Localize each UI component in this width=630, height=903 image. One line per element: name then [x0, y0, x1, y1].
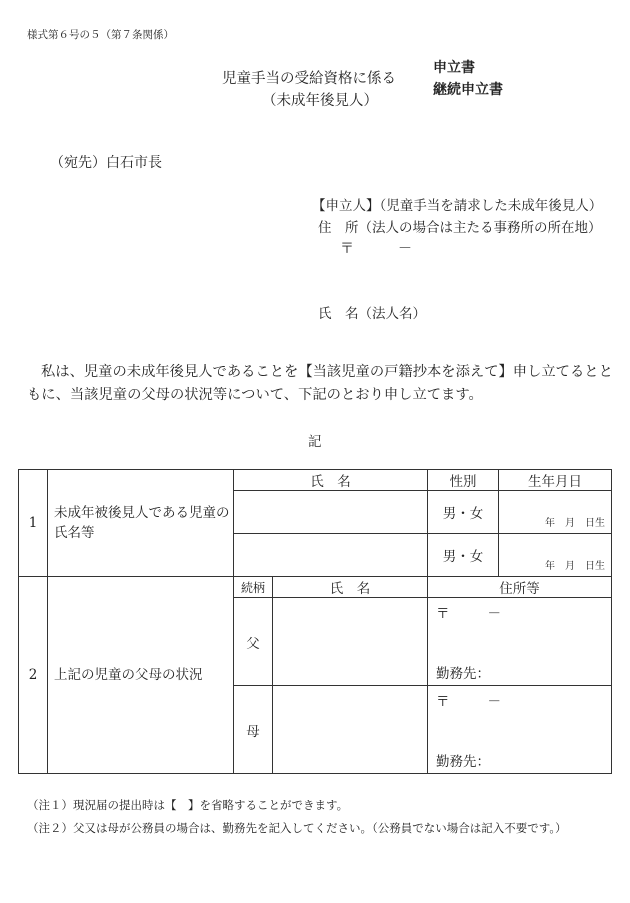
- child2-sex-field[interactable]: 男・女: [428, 534, 499, 577]
- mother-address-field[interactable]: [428, 686, 612, 774]
- mother-name-field[interactable]: [273, 686, 428, 774]
- document-type-application: 申立書: [433, 60, 475, 76]
- applicant-postal-mark: 〒: [340, 241, 354, 257]
- applicant-name-label: 氏 名（法人名）: [318, 306, 426, 322]
- col-parent-name-header: 氏 名: [273, 577, 428, 598]
- applicant-address-label: 住 所（法人の場合は主たる事務所の所在地）: [318, 220, 602, 236]
- child1-name-field[interactable]: [234, 491, 428, 534]
- mother-workplace-label: 勤務先：: [436, 754, 490, 770]
- note-1: （注１）現況届の提出時は【 】を省略することができます。: [27, 798, 349, 812]
- row2-number: 2: [19, 577, 48, 774]
- details-table: [18, 469, 612, 774]
- father-postal-mark: 〒: [436, 606, 450, 622]
- father-postal-dash: －: [487, 606, 501, 622]
- row2-label: 上記の児童の父母の状況: [48, 577, 234, 774]
- child2-name-field[interactable]: [234, 534, 428, 577]
- row1-label: 未成年被後見人である児童の氏名等: [48, 470, 234, 577]
- child1-dob-field[interactable]: 年 月 日生: [499, 491, 612, 534]
- child2-dob-field[interactable]: 年 月 日生: [499, 534, 612, 577]
- ki-heading: 記: [308, 434, 322, 450]
- statement-text: 私は、児童の未成年後見人であることを【当該児童の戸籍抄本を添えて】申し立てるとともに、当該児童の父母の状況等について、下記のとおり申し立てます。: [27, 364, 613, 403]
- row1-number: 1: [19, 470, 48, 577]
- child1-sex-field[interactable]: 男・女: [428, 491, 499, 534]
- col-relation-header: 続柄: [234, 577, 273, 598]
- father-address-field[interactable]: [428, 598, 612, 686]
- mother-postal-dash: －: [487, 694, 501, 710]
- col-address-header: 住所等: [428, 577, 612, 598]
- col-child-name-header: 氏 名: [234, 470, 428, 491]
- col-sex-header: 性別: [428, 470, 499, 491]
- father-workplace-label: 勤務先：: [436, 666, 490, 682]
- applicant-heading: 【申立人】（児童手当を請求した未成年後見人）: [312, 198, 603, 214]
- applicant-postal-dash: －: [398, 241, 412, 257]
- mother-postal-mark: 〒: [436, 694, 450, 710]
- document-type-continuation: 継続申立書: [433, 82, 503, 98]
- col-dob-header: 生年月日: [499, 470, 612, 491]
- relation-father: 父: [234, 598, 273, 686]
- father-name-field[interactable]: [273, 598, 428, 686]
- form-title: 児童手当の受給資格に係る: [222, 71, 396, 87]
- form-subtitle: （未成年後見人）: [262, 93, 378, 109]
- addressee: （宛先）白石市長: [50, 155, 162, 171]
- note-2: （注２）父又は母が公務員の場合は、勤務先を記入してください。（公務員でない場合は記入不要です。）: [27, 821, 567, 835]
- relation-mother: 母: [234, 686, 273, 774]
- form-number: 様式第６号の５（第７条関係）: [27, 29, 174, 41]
